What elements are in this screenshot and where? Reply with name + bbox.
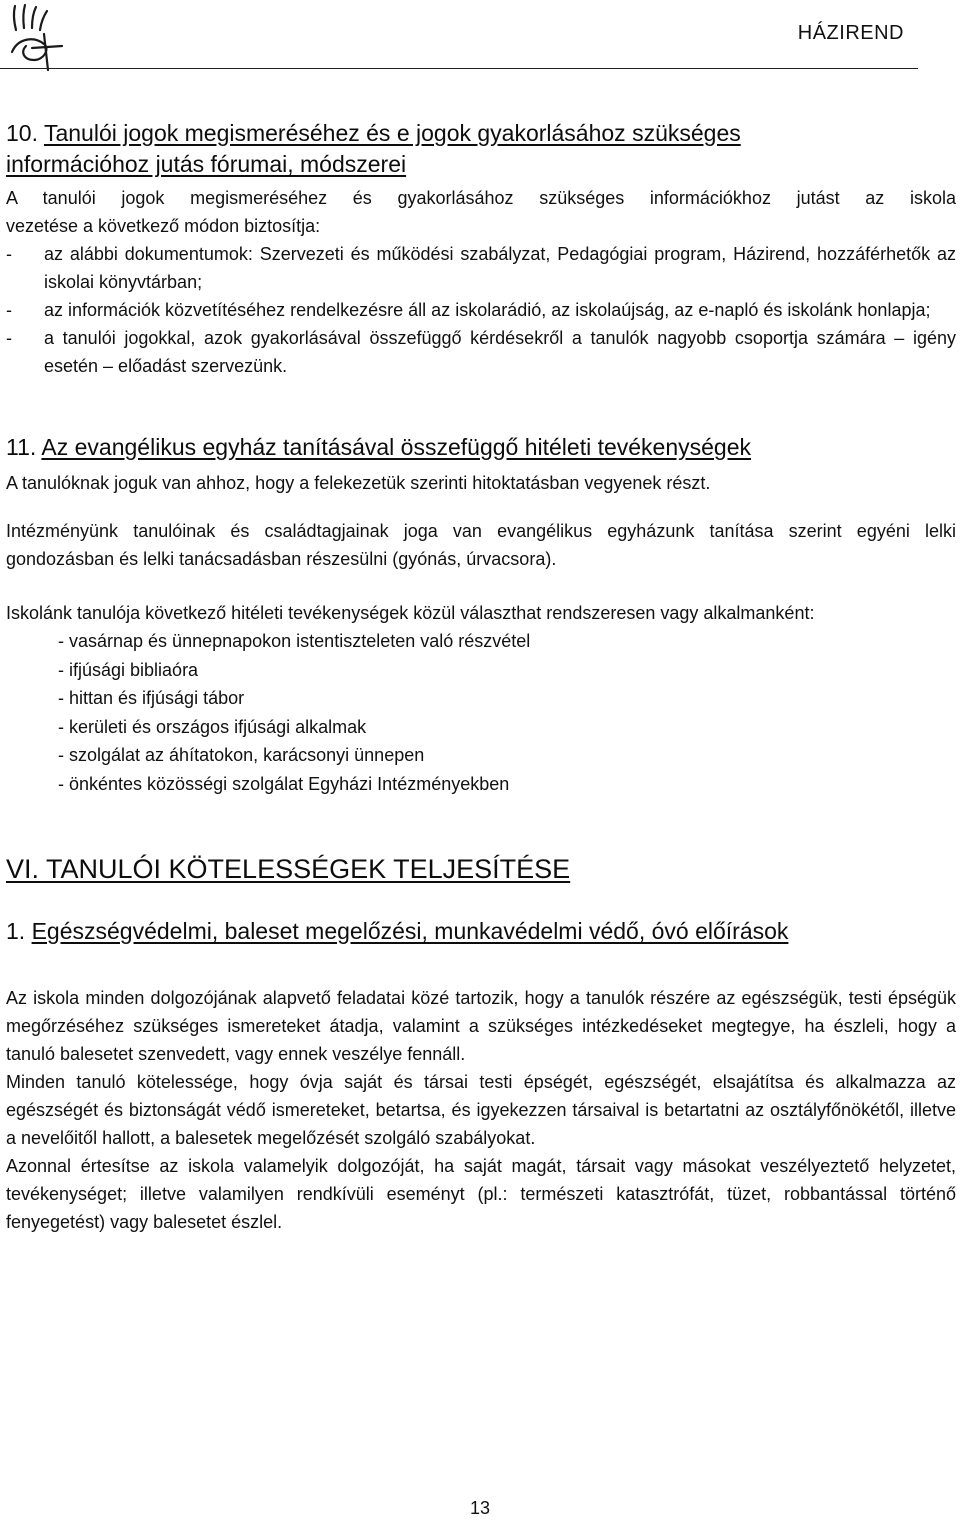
chapter-vi-paragraph-1: Az iskola minden dolgozójának alapvető feladatai közé tartozik, hogy a tanulók részére az egészségük, testi épségük megőrzéséhez szükséges ismereteket átadja, valamint a szükséges intézkedéseket megtegye, ha észleli, hogy a tanuló balesetet szenvedett, vagy ennek veszélye fennáll. <box>6 988 956 1064</box>
list-item-text: a tanulói jogokkal, azok gyakorlásával összefüggő kérdésekről a tanulók nagyobb csoportja számára – igény esetén – előadást szervezünk. <box>44 328 956 376</box>
chapter-vi-subheading <box>6 916 956 947</box>
activities-list <box>6 627 956 798</box>
section-10-title-line1: Tanulói jogok megismeréséhez és e jogok gyakorlásához szükséges <box>43 120 741 146</box>
chapter-vi-heading <box>6 852 956 886</box>
chapter-vi-paragraph-3: Azonnal értesítse az iskola valamelyik dolgozóját, ha saját magát, társait vagy másokat veszélyeztető helyzetet, tevékenységet; illetve valamilyen rendkívüli eseményt (pl.: természeti katasztrófát, tüzet, robbantással történő fenyegetést) vagy balesetet észlel. <box>6 1156 956 1232</box>
list-item <box>6 324 956 380</box>
header-rule <box>0 68 918 69</box>
chapter-vi-subheading-number: 1. <box>6 918 26 944</box>
list-item-marker: - <box>6 328 12 348</box>
activity-item: - önkéntes közösségi szolgálat Egyházi Intézményekben <box>58 773 510 794</box>
section-11-paragraph-3: Iskolánk tanulója következő hitéleti tevékenységek közül választhat rendszeresen vagy alkalmanként: <box>6 603 815 623</box>
list-item <box>6 240 956 296</box>
section-10-intro-line1: A tanulói jogok megismeréséhez és gyakorlásához szükséges információkhoz jutást az iskola <box>6 188 956 208</box>
section-11-heading <box>6 432 956 463</box>
section-11-number: 11. <box>6 434 37 460</box>
list-item-text: az alábbi dokumentumok: Szervezeti és működési szabályzat, Pedagógiai program, Házirend, hozzáférhetők az iskolai könyvtárban; <box>44 244 956 292</box>
header-title: HÁZIREND <box>797 22 904 44</box>
chapter-vi-paragraph-2: Minden tanuló kötelessége, hogy óvja saját és társai testi épségét, egészségét, elsajátítsa és alkalmazza az egészségét és biztonságát védő ismereteket, betartsa, és igyekezzen társaival is betartatni az osztályfőnökétől, illetve a nevelőitől hallott, a balesetek megelőzését szolgáló szabályokat. <box>6 1072 956 1148</box>
section-10-heading <box>6 118 956 180</box>
chapter-vi-subheading-title: Egészségvédelmi, baleset megelőzési, munkavédelmi védő, óvó előírások <box>31 918 789 944</box>
page-content <box>6 118 956 1236</box>
section-10-title-line2: információhoz jutás fórumai, módszerei <box>6 151 407 177</box>
activity-item: - hittan és ifjúsági tábor <box>58 688 245 708</box>
list-item-marker: - <box>6 244 12 264</box>
activity-item: - ifjúsági bibliaóra <box>58 659 199 680</box>
section-11-paragraph-2: Intézményünk tanulóinak és családtagjainak joga van evangélikus egyházunk tanítása szerint egyéni lelki gondozásban és lelki tanácsadásban részesülni (gyónás, úrvacsora). <box>6 521 956 569</box>
section-11-title: Az evangélikus egyház tanításával összefüggő hitéleti tevékenységek <box>41 434 752 460</box>
school-logo <box>4 2 68 72</box>
list-item <box>6 296 956 324</box>
chapter-vi-title: VI. TANULÓI KÖTELESSÉGEK TELJESÍTÉSE <box>6 854 571 884</box>
activity-item: - vasárnap és ünnepnapokon istentiszteleten való részvétel <box>58 631 531 651</box>
section-11-paragraph-1: A tanulóknak joguk van ahhoz, hogy a felekezetük szerinti hitoktatásban vegyenek részt. <box>6 473 711 493</box>
page-number: 13 <box>469 1498 491 1518</box>
section-10-intro-line2: vezetése a következő módon biztosítja: <box>6 216 321 236</box>
activity-item: - kerületi és országos ifjúsági alkalmak <box>58 716 367 737</box>
list-item-text: az információk közvetítéséhez rendelkezésre áll az iskolarádió, az iskolaújság, az e-napló és iskolánk honlapja; <box>44 300 931 320</box>
section-10-number: 10. <box>6 120 38 146</box>
list-item-marker: - <box>6 300 12 320</box>
activity-item: - szolgálat az áhítatokon, karácsonyi ünnepen <box>58 745 425 765</box>
